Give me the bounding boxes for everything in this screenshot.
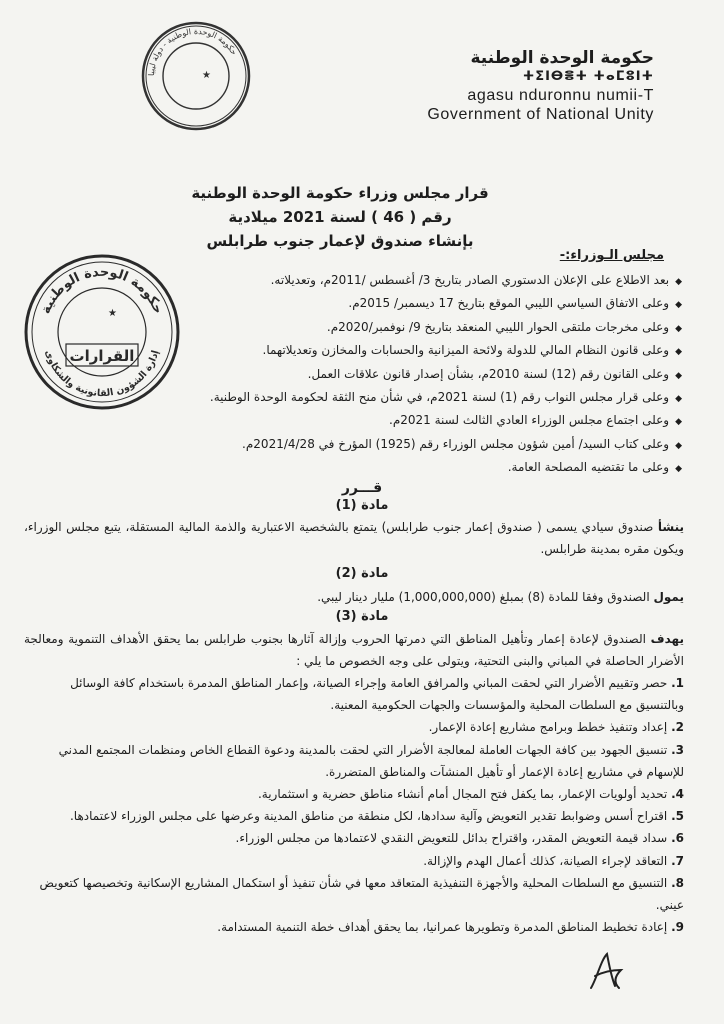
svg-text:★: ★ [108,308,117,319]
list-item: 9. إعادة تخطيط المناطق المدمرة وتطويرها عمرانيا، بما يحقق أهداف خطة التنمية المستدامة. [217,920,684,935]
list-item: 7. التعاقد لإجراء الصيانة، كذلك أعمال الهدم والإزالة. [423,853,684,868]
article3-heading: مادة (3) [335,609,389,624]
stamp-top-text: حكومة الوحدة الوطنية [38,264,166,317]
article3-body: يهدف الصندوق لإعادة إعمار وتأهيل المناطق التي دمرتها الحروب وإزالة آثارها بجنوب طرابلس بما يحقق الأهداف التنموية ومعالجة الأضرار الحاصلة في المباني والبنى التحتية، ويتولى على وجه الخصوص ما يلي : [24,632,684,668]
list-item: 8. التنسيق مع السلطات المحلية والأجهزة التنفيذية المتعاقد معها في شأن تنفيذ أو استكمال المشاريع الإسكانية وتخصيصها كتعويض عيني. [39,875,684,913]
recital-item: ◆وعلى اجتماع مجلس الوزراء العادي الثالث لسنة 2021م. [389,413,682,428]
list-item: 5. اقتراح أسس وضوابط تقدير التعويض وآلية سدادها، لكل منطقة من مناطق المدينة وعرضها على مجلس الوزراء لاعتمادها. [69,809,684,824]
svg-text:★: ★ [202,70,211,81]
letterhead-arabic: حكومة الوحدة الوطنية [470,48,654,68]
list-item: 2. إعداد وتنفيذ خطط وبرامج مشاريع إعادة الإعمار. [428,720,684,735]
council-label: مجلس الـوزراء:- [559,248,664,263]
bullet-icon: ◆ [675,347,682,358]
letterhead-english: Government of National Unity [427,106,654,123]
list-item: 3. تنسيق الجهود بين كافة الجهات العاملة لمعالجة الأضرار التي لحقت بالمدينة ودعوة القطاع الخاص ومنظمات المجتمع المدني للإسهام في مشاريع إعادة الإعمار أو تأهيل المنشآت والمناطق المتضررة. [58,742,684,779]
stamp-center-label: القرارات [69,347,135,365]
article1-heading: مادة (1) [335,498,389,513]
bullet-icon: ◆ [675,300,682,311]
stamp-bottom-text: إدارة الشؤون القانونية والشكاوى [42,348,162,400]
decision-title-line2: رقم ( 46 ) لسنة 2021 ميلادية [228,208,452,226]
recital-item: ◆وعلى مخرجات ملتقى الحوار الليبي المنعقد بتاريخ 9/ نوفمبر/2020م. [326,319,682,334]
svg-text:حكومة الوحدة الوطنية - دولة لي [147,27,239,76]
letterhead [426,48,666,124]
decision-title-line3: بإنشاء صندوق لإعمار جنوب طرابلس [206,232,474,250]
bullet-icon: ◆ [675,394,682,405]
bullet-icon: ◆ [675,323,682,334]
recital-item: ◆وعلى قرار مجلس النواب رقم (1) لسنة 2021م، في شأن منح الثقة لحكومة الوحدة الوطنية. [209,390,682,405]
bullet-icon: ◆ [675,417,682,428]
article1-body: ينشأ صندوق سيادي يسمى ( صندوق إعمار جنوب طرابلس) يتمتع بالشخصية الاعتبارية والذمة المالية المستقلة، يتبع مجلس الوزراء، ويكون مقره بمدينة طرابلس. [24,520,684,556]
recital-item: ◆وعلى الاتفاق السياسي الليبي الموقع بتاريخ 17 ديسمبر/ 2015م. [348,296,682,311]
bullet-icon: ◆ [675,277,682,287]
recital-item: ◆وعلى قانون النظام المالي للدولة ولائحة الميزانية والحسابات والمخازن وتعديلاتهما. [262,343,682,358]
signature-initials [585,948,629,994]
recital-item: ◆وعلى كتاب السيد/ أمين شؤون مجلس الوزراء رقم (1925) المؤرخ في 2021/4/28م. [242,436,682,451]
letterhead-tifinagh: ⵜⵉⵏⴱⴻⵜ ⵜⴰⵎⵓⵏⵜ [522,69,654,84]
list-item: 6. سداد قيمة التعويض المقدر، واقتراح بدائل للتعويض النقدي لاعتمادها من مجلس الوزراء. [235,831,684,846]
bullet-icon: ◆ [675,370,682,381]
decision-title-line1: قرار مجلس وزراء حكومة الوحدة الوطنية [191,184,489,202]
list-item: 1. حصر وتقييم الأضرار التي لحقت المباني والمرافق العامة وإجراء الصيانة، وإعمار المناطق المدمرة باستخدام كافة الوسائل وبالتنسيق مع السلطات المحلية والمؤسسات والجهات الحكومية المعنية. [70,676,684,713]
recital-item: ◆بعد الاطلاع على الإعلان الدستوري الصادر بتاريخ 3/ أغسطس /2011م، وتعديلاته. [270,273,682,287]
article2-body: يمول الصندوق وفقا للمادة (8) بمبلغ (1,000,000,000) مليار دينار ليبي. [317,590,684,604]
recital-item: ◆وعلى ما تقتضيه المصلحة العامة. [507,460,682,475]
letterhead-amazigh-latin: agasu nduronnu numii-T [467,87,654,104]
top-seal-text: حكومة الوحدة الوطنية - دولة ليبيا [146,26,239,77]
bullet-icon: ◆ [675,440,682,451]
recitals-list [32,270,682,481]
government-seal-top [140,20,252,132]
recital-item: ◆وعلى القانون رقم (12) لسنة 2010م، بشأن إصدار قانون علاقات العمل. [307,366,682,381]
article2-heading: مادة (2) [335,566,389,581]
decided-heading: قـــرر [341,480,383,496]
bullet-icon: ◆ [675,464,682,475]
article3-items [24,672,684,938]
list-item: 4. تحديد أولويات الإعمار، بما يكفل فتح المجال أمام أنشاء مناطق حضرية و استثمارية. [257,787,684,802]
